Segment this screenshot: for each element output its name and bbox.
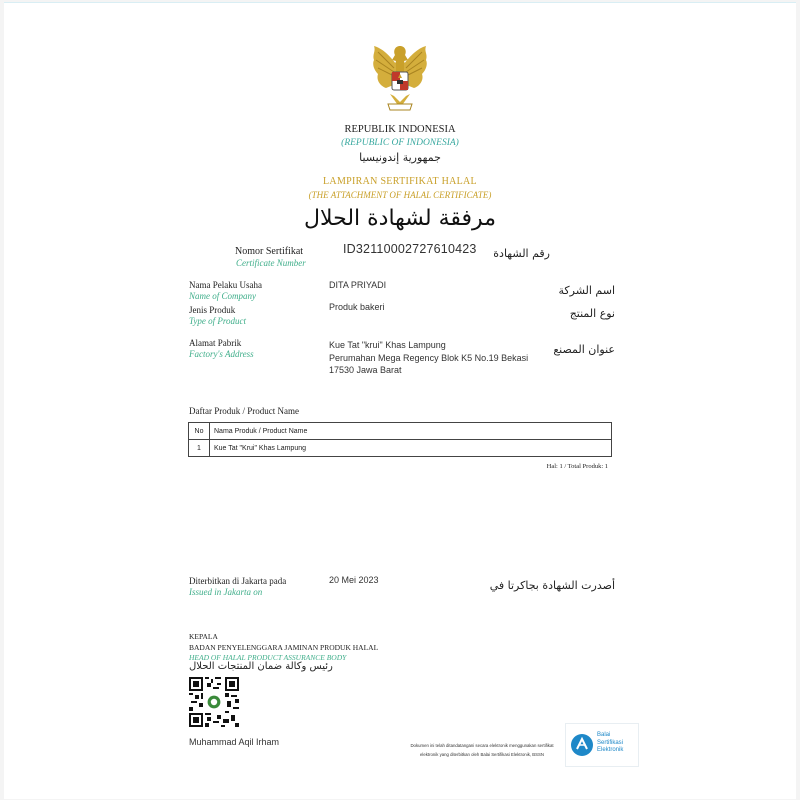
- issued-label-ar: أصدرت الشهادة بجاكرتا في: [489, 579, 615, 592]
- company-label-ar: اسم الشركة: [558, 284, 615, 297]
- column-header-no: No: [189, 423, 210, 440]
- product-type-label-en: Type of Product: [189, 316, 246, 326]
- bsre-logo-text: [597, 732, 623, 755]
- signatory-name: Muhammad Aqil Irham: [189, 737, 280, 747]
- signatory-body-en: HEAD OF HALAL PRODUCT ASSURANCE BODY: [189, 653, 347, 662]
- table-row: [189, 440, 612, 457]
- company-label-en: Name of Company: [189, 291, 256, 301]
- attachment-title: LAMPIRAN SERTIFIKAT HALAL: [323, 176, 477, 187]
- qr-code-icon: [189, 677, 239, 727]
- signatory-body: BADAN PENYELENGGARA JAMINAN PRODUK HALAL: [189, 643, 379, 652]
- bsre-text-line: Sertifikasi: [597, 739, 624, 746]
- issued-label-en: Issued in Jakarta on: [189, 587, 263, 597]
- certificate-number-label-ar: رقم الشهادة: [493, 247, 550, 260]
- bsre-text-line: Balai: [597, 732, 611, 738]
- e-signature-note-line: elektronik yang diterbitkan oleh Balai Sertifikasi Elektronik, BSSN: [420, 752, 544, 757]
- country-title-ar: جمهورية إندونيسيا: [359, 151, 441, 164]
- issued-label: Diterbitkan di Jakarta pada: [189, 576, 287, 586]
- product-list-heading: Daftar Produk / Product Name: [189, 406, 299, 416]
- company-label: Nama Pelaku Usaha: [189, 280, 262, 290]
- product-type-value: Produk bakeri: [329, 302, 385, 312]
- attachment-title-ar: مرفقة لشهادة الحلال: [304, 206, 496, 231]
- bsre-logo: [565, 723, 639, 767]
- e-signature-note: [398, 741, 566, 759]
- table-cell-no: 1: [189, 440, 210, 457]
- certificate-number-label-en: Certificate Number: [236, 258, 306, 268]
- certificate-page: [4, 2, 796, 799]
- signatory-body-ar: رئيس وكالة ضمان المنتجات الحلال: [189, 661, 333, 672]
- signatory-title: KEPALA: [189, 632, 218, 641]
- certificate-number-value: ID32110002727610423: [343, 242, 477, 256]
- country-title: REPUBLIK INDONESIA: [344, 124, 456, 135]
- factory-address: [329, 339, 528, 377]
- table-header-row: [189, 423, 612, 440]
- factory-address-line: Kue Tat "krui" Khas Lampung: [329, 340, 446, 350]
- bsre-text-line: Elektronik: [597, 747, 624, 753]
- factory-address-line: Perumahan Mega Regency Blok K5 No.19 Bekasi: [329, 352, 529, 363]
- certificate-number-label: Nomor Sertifikat: [235, 246, 304, 257]
- product-type-label-ar: نوع المنتج: [569, 307, 615, 320]
- country-title-en: (REPUBLIC OF INDONESIA): [341, 138, 459, 148]
- factory-label: Alamat Pabrik: [189, 338, 242, 348]
- e-signature-note-line: Dokumen ini telah ditandatangani secara elektronik menggunakan sertifikat: [410, 743, 554, 748]
- table-cell-name: Kue Tat "Krui" Khas Lampung: [210, 440, 612, 457]
- product-table: [188, 422, 612, 457]
- page-info: Hal: 1 / Total Produk: 1: [546, 463, 608, 470]
- factory-address-line: 17530 Jawa Barat: [329, 365, 402, 375]
- company-value: DITA PRIYADI: [329, 280, 387, 290]
- product-type-label: Jenis Produk: [189, 305, 236, 315]
- issued-date: 20 Mei 2023: [329, 575, 379, 585]
- bsre-logo-icon: [570, 733, 594, 757]
- column-header-name: Nama Produk / Product Name: [210, 423, 612, 440]
- garuda-emblem-icon: [368, 42, 432, 118]
- factory-label-ar: عنوان المصنع: [553, 343, 615, 356]
- factory-label-en: Factory's Address: [189, 349, 254, 359]
- attachment-title-en: (THE ATTACHMENT OF HALAL CERTIFICATE): [308, 190, 492, 200]
